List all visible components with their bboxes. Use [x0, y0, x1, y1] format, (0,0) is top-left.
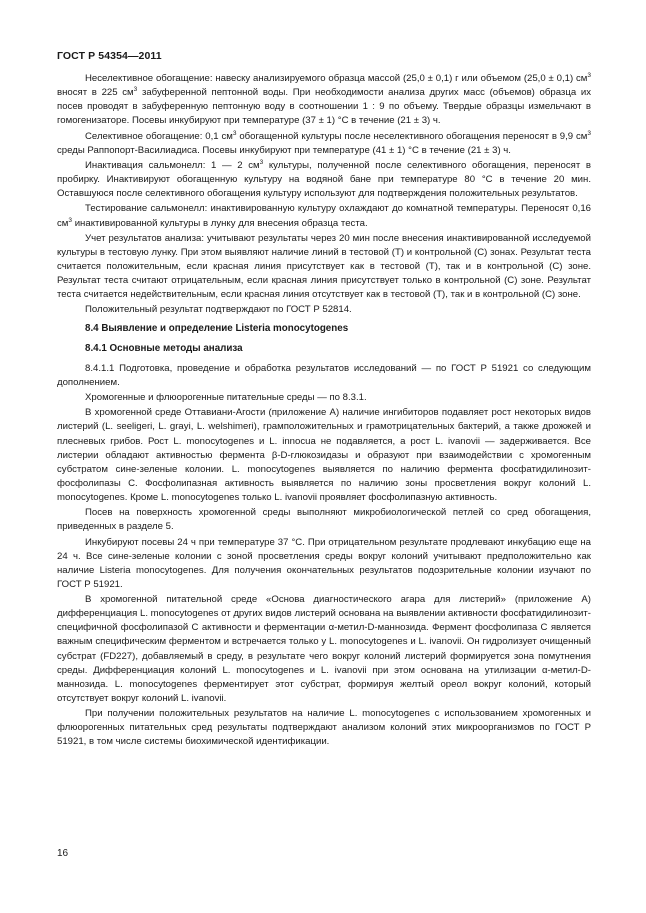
paragraph-result-accounting: Учет результатов анализа: учитывают результаты через 20 мин после внесения инактивированной исследуемой культуры в тестовую лунку. При этом выявляют наличие линий в тестовой (Т) и контрольной (С) зонах. Результат теста считается положительным, если красная линия присутствует как в тестовой (Т), так и в контрольной (С) зоне. Результат теста считают отрицательным, если красная линия присутствует только в контрольной (С) зоне. Результат теста считается недействительным, если красная линия отсутствует как в тестовой (Т), так и в контрольной (С) зоне. [57, 232, 591, 301]
paragraph-inoculation: Посев на поверхность хромогенной среды выполняют микробиологической петлей со сред обогащения, приведенных в разделе 5. [57, 507, 591, 533]
paragraph-diagnostic-agar: В хромогенной питательной среде «Основа диагностического агара для листерий» (приложение А) дифференциация L. monocytogenes от других видов листерий основана на выявлении активности фосфатидилинозит-специфичной фосфолипазой С активности и ферментации α-метил-D-маннозида. Фермент фосфолипаза С является важным специфическим ферментом и встречается только у L. monocytogenes и L. ivanovii. Он гидролизует очищенный субстрат (FD227), добавляемый в среду, в результате чего вокруг колоний листерий формируется зона помутнения среды. Дифференциация колоний L. monocytogenes и L. ivanovii при этом основана на утилизации α-метил-D-маннозида. L. monocytogenes ферментирует этот субстрат, формируя желтый ореол вокруг колоний, который отсутствует вокруг колоний L. ivanovii. [57, 594, 591, 704]
subsection-heading-8-4-1: 8.4.1 Основные методы анализа [85, 342, 243, 354]
paragraph-salmonella-testing: Тестирование сальмонелл: инактивированную культуру охлаждают до комнатной температуры. Переносят 0,16 $см^3$ инактивированной культуры в лунку для внесения образца теста. [57, 203, 591, 229]
document-header: ГОСТ Р 54354—2011 [57, 50, 162, 62]
paragraph-confirmation: При получении положительных результатов на наличие L. monocytogenes с использованием хромогенных и флюорогенных питательных сред результаты подтверждают анализом колоний этих микроорганизмов по ГОСТ Р 51921, в том числе системы биохимической идентификации. [57, 708, 591, 748]
page-number: 16 [57, 848, 69, 859]
paragraph-incubation: Инкубируют посевы 24 ч при температуре 37 °С. При отрицательном результате продлевают инкубацию еще на 24 ч. Все сине-зеленые колонии с зоной просветления среды вокруг колоний учитывают предположительно как наличие Listeria monocytogenes. Для получения окончательных результатов подозрительные колонии изучают по ГОСТ Р 51921. [57, 536, 591, 590]
paragraph-chromogenic-media-ref: Хромогенные и флюорогенные питательные среды — по 8.3.1. [85, 392, 367, 404]
document-body [57, 72, 591, 751]
paragraph-nonselective-enrichment: Неселективное обогащение: навеску анализируемого образца массой (25,0 ± 0,1) г или объемом (25,0 ± 0,1) $см^3$ вносят в 225 $см^3$ забуференной пептонной воды. При необходимости анализа других масс (объемов) образца их посев проводят в забуференную пептонную воду в соотношении 1 : 9 по объему. Твердые образцы измельчают в гомогенизаторе. Посевы инкубируют при температуре (37 ± 1) °С в течение (21 ± 3) ч. [57, 71, 591, 127]
paragraph-8-4-1-1: 8.4.1.1 Подготовка, проведение и обработка результатов исследований — по ГОСТ Р 51921 со следующим дополнением. [57, 362, 591, 388]
paragraph-ottaviani-agosti: В хромогенной среде Оттавиани-Агости (приложение А) наличие ингибиторов подавляет рост некоторых видов листерий (L. seeligeri, L. grayi, L. welshimeri), грамположительных и грамотрицательных бактерий, а также дрожжей и плесневых грибов. Рост L. monocytogenes и L. innocua не подавляется, а рост L. ivanovii — задерживается. Все листерии обладают активностью фермента β-D-глюкозидазы и образуют при взаимодействии с хромогенным субстратом сине-зеленые колонии. L. monocytogenes выявляется по наличию фермента фосфатидилинозит-фосфолипазы С. Фосфолипазная активность выявляется по наличию зоны просветления вокруг колоний L. monocytogenes. Кроме L. monocytogenes только L. ivanovii проявляет фосфолипазную активность. [57, 407, 591, 503]
section-heading-8-4: 8.4 Выявление и определение Listeria monocytogenes [85, 322, 349, 334]
paragraph-positive-confirmation: Положительный результат подтверждают по ГОСТ Р 52814. [85, 304, 352, 316]
paragraph-salmonella-inactivation: Инактивация сальмонелл: 1 — 2 $см^3$ культуры, полученной после селективного обогащения, переносят в пробирку. Инактивируют обогащенную культуру на водяной бане при температуре 80 °С в течение 20 мин. Оставшуюся после селективного обогащения культуру используют для подтверждения положительных результатов. [57, 158, 591, 200]
paragraph-selective-enrichment: Селективное обогащение: 0,1 $см^3$ обогащенной культуры после неселективного обогащения переносят в 9,9 $см^3$ среды Раппопорт-Василиадиса. Посевы инкубируют при температуре (41 ± 1) °С в течение (21 ± 3) ч. [57, 129, 591, 156]
